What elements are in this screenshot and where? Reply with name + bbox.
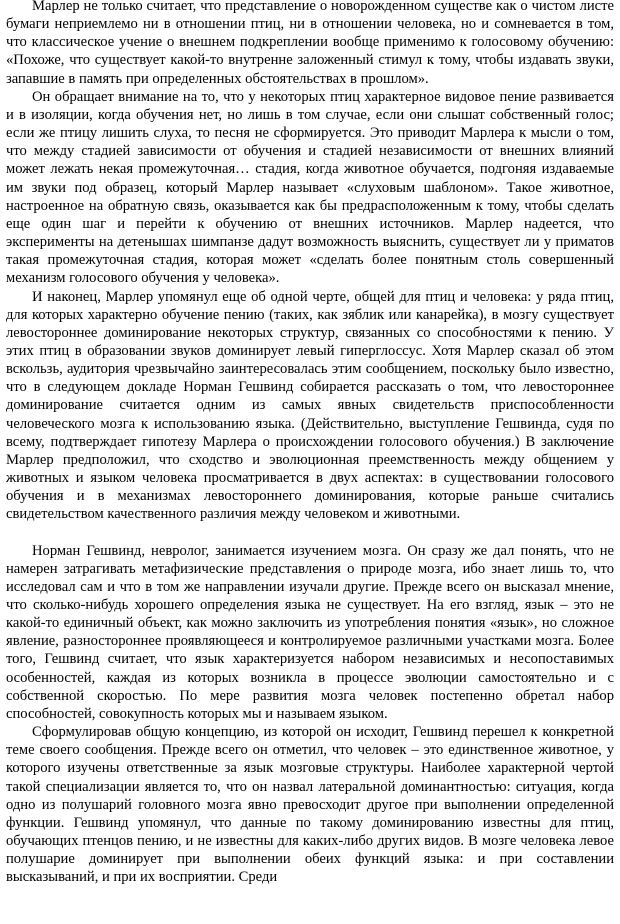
paragraph-4: Норман Гешвинд, невролог, занимается изучением мозга. Он сразу же дал понять, что не намерен затрагивать метафизические представления о природе мозга, ибо знает лишь то, что исследовал сам и что в том же направлении изучали другие. Прежде всего он высказал мнение, что сколько-нибудь хорошего определения языка не существует. На его взгляд, язык – это не какой-то единичный объект, как можно заключить из употребления понятия «язык», но сложное явление, разностороннее проявляющееся и контролируемое различными участками мозга. Более того, Гешвинд считает, что язык характеризуется набором независимых и несопоставимых особенностей, каждая из которых возникла в процессе эволюции самостоятельно и с собственной скоростью. По мере развития мозга человек постепенно обретал набор способностей, совокупность которых мы и называем языком. [6,542,614,722]
paragraph-3: И наконец, Марлер упомянул еще об одной черте, общей для птиц и человека: у ряда птиц, для которых характерно обучение пению (таких, как зяблик или канарейка), в мозгу существует левостороннее доминирование некоторых структур, связанных со способностями к пению. У этих птиц в образовании звуков доминирует левый гиперглоссус. Хотя Марлер сказал об этом вскользь, аудитория чрезвычайно заинтересовалась этим сообщением, поскольку было известно, что в следующем докладе Норман Гешвинд собирается рассказать о том, что левостороннее доминирование считается одним из самых явных свидетельств приспособленности человеческого мозга к использованию языка. (Действительно, выступление Гешвинда, судя по всему, подтверждает гипотезу Марлера о происхождении голосового обучения.) В заключение Марлер предположил, что сходство и эволюционная преемственность между общением у животных и языком человека просматривается в двух аспектах: в существовании голосового обучения и в механизмах левостороннего доминирования, которые раньше считались свидетельством качественного различия между человеком и животными. [6,288,614,523]
section-gap [6,524,614,542]
paragraph-5: Сформулировав общую концепцию, из которой он исходит, Гешвинд перешел к конкретной теме своего сообщения. Прежде всего он отметил, что человек – это единственное животное, у которого изучены ответственные за язык мозговые структуры. Наиболее характерной чертой такой специализации является то, что он назвал латеральной доминантностью: ситуация, когда одно из полушарий головного мозга явно превосходит другое при выполнении определенной функции. Гешвинд упомянул, что данные по такому доминированию известны для птиц, обучающих птенцов пению, и не известны для каких-либо других видов. В мозге человека левое полушарие доминирует при выполнении обеих функций языка: и при составлении высказываний, и при их восприятии. Среди [6,724,614,886]
paragraph-2: Он обращает внимание на то, что у некоторых птиц характерное видовое пение развивается и в изоляции, когда обучения нет, но лишь в том случае, если они слышат собственный голос; если же птицу лишить слуха, то песня не сформируется. Это приводит Марлера к мысли о том, что между стадией зависимости от обучения и стадией независимости от внешних влияний может лежать некая промежуточная… стадия, когда животное обучается, подгоняя издаваемые им звуки под образец, который Марлер называет «слуховым шаблоном». Такое животное, настроенное на обратную связь, оказывается как бы предрасположенным к тому, чтобы сделать еще один шаг и перейти к обучению от внешних источников. Марлер надеется, что эксперименты на детенышах шимпанзе дадут возможность выяснить, существует ли у приматов такая промежуточная стадия, которая может «сделать более понятным столь совершенный механизм голосового обучения у человека». [6,88,614,287]
paragraph-1: Марлер не только считает, что представление о новорожденном существе как о чистом листе бумаги неприемлемо ни в отношении птиц, ни в отношении человека, но и сомневается в том, что классическое учение о внешнем подкреплении вообще применимо к голосовому обучению: «Похоже, что существует какой-то внутренне заложенный стимул к тому, чтобы издавать звуки, запавшие в память при определенных обстоятельствах в прошлом». [6,0,614,87]
